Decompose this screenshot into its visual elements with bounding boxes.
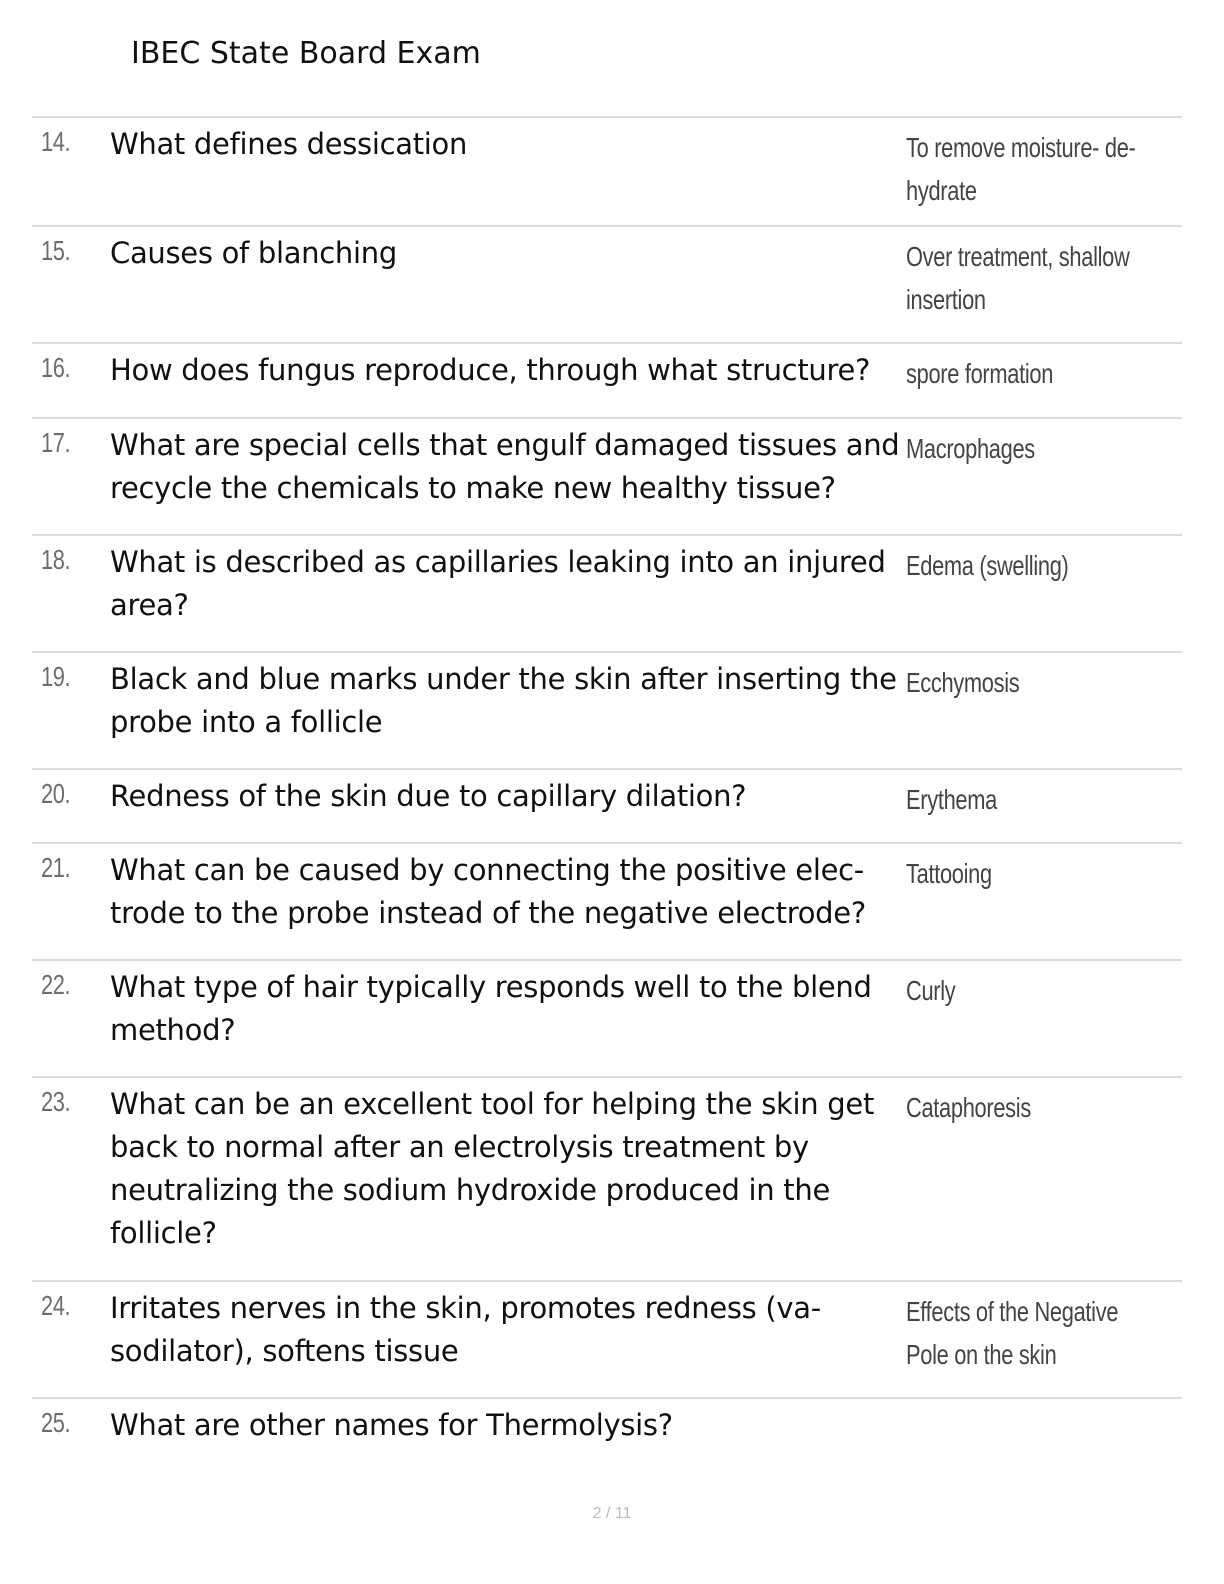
qa-row <box>32 419 1182 536</box>
qa-row <box>32 653 1182 770</box>
question-number: 14. <box>41 126 71 157</box>
answer-text: Edema (swelling) <box>906 550 1069 581</box>
question-number: 23. <box>41 1086 71 1117</box>
answer-text: Macrophages <box>906 433 1035 464</box>
answer-text: Effects of the Negative Pole on the skin <box>906 1296 1119 1370</box>
question-text: What are other names for Thermolysis? <box>110 1408 673 1442</box>
answer-text: To remove moisture- de-hydrate <box>906 132 1136 206</box>
answer-text: Cataphoresis <box>906 1092 1031 1123</box>
question-number: 16. <box>41 352 71 383</box>
qa-table <box>32 116 1182 1469</box>
qa-row <box>32 1078 1182 1282</box>
question-number: 24. <box>41 1290 71 1321</box>
question-text: What are special cells that engulf damaged tissues and recycle the chemicals to make new healthy tissue? <box>110 428 900 505</box>
page-number: 2 / 11 <box>592 1505 632 1522</box>
qa-row <box>32 770 1182 844</box>
question-text: Black and blue marks under the skin after inserting the probe into a follicle <box>110 662 897 739</box>
question-text: What type of hair typically responds well to the blend method? <box>110 970 872 1047</box>
answer-text: Erythema <box>906 784 997 815</box>
answer-text: Curly <box>906 975 956 1006</box>
qa-row <box>32 961 1182 1078</box>
question-number: 18. <box>41 544 71 575</box>
answer-text: Ecchymosis <box>906 667 1020 698</box>
question-text: Irritates nerves in the skin, promotes redness (va-sodilator), softens tissue <box>110 1291 821 1368</box>
question-number: 22. <box>41 969 71 1000</box>
question-text: How does fungus reproduce, through what structure? <box>110 353 871 387</box>
qa-row <box>32 118 1182 227</box>
question-text: Redness of the skin due to capillary dilation? <box>110 779 747 813</box>
question-number: 21. <box>41 852 71 883</box>
question-text: What can be caused by connecting the positive elec-trode to the probe instead of the negative electrode? <box>110 853 866 930</box>
answer-text: Over treatment, shallow insertion <box>906 241 1130 315</box>
answer-text: spore formation <box>906 358 1054 389</box>
qa-row <box>32 844 1182 961</box>
answer-text: Tattooing <box>906 858 992 889</box>
qa-row <box>32 536 1182 653</box>
qa-row <box>32 227 1182 344</box>
question-text: What can be an excellent tool for helping the skin get back to normal after an electrolysis treatment by neutralizing the sodium hydroxide produced in the follicle? <box>110 1087 875 1250</box>
question-number: 17. <box>41 427 71 458</box>
qa-row <box>32 344 1182 419</box>
question-text: Causes of blanching <box>110 236 397 270</box>
qa-row <box>32 1282 1182 1399</box>
qa-row <box>32 1399 1182 1469</box>
question-number: 25. <box>41 1407 71 1438</box>
page-title: IBEC State Board Exam <box>131 36 481 71</box>
question-number: 19. <box>41 661 71 692</box>
question-number: 15. <box>41 235 71 266</box>
question-text: What is described as capillaries leaking into an injured area? <box>110 545 886 622</box>
question-number: 20. <box>41 778 71 809</box>
question-text: What defines dessication <box>110 127 468 161</box>
